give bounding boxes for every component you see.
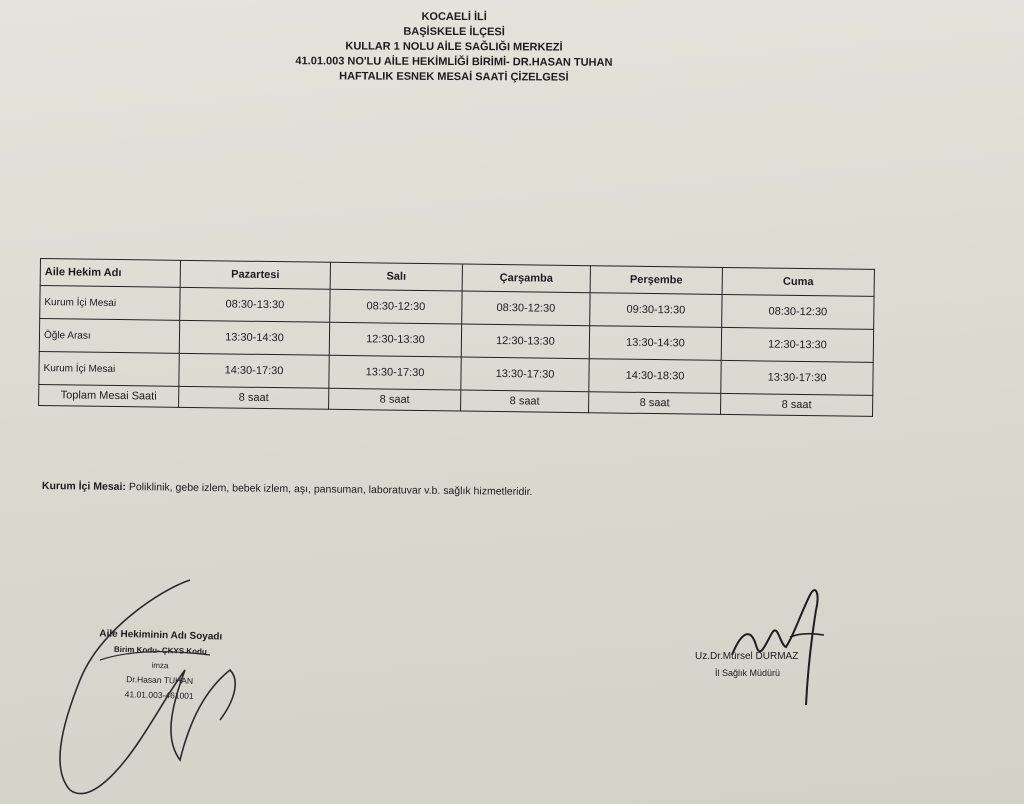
row-label: Kurum İçi Mesai (39, 351, 179, 386)
row-label: Toplam Mesai Saati (39, 384, 179, 407)
header-document-title: HAFTALIK ESNEK MESAİ SAATİ ÇİZELGESİ (339, 70, 569, 84)
row-label: Kurum İçi Mesai (40, 286, 180, 321)
time-cell: 12:30-13:30 (329, 322, 461, 357)
day-header: Çarşamba (462, 264, 590, 293)
signature-label: imza (151, 660, 169, 671)
footnote (42, 480, 533, 498)
family-physician-signature-block (69, 626, 251, 706)
director-signature-block (695, 648, 845, 682)
total-cell: 8 saat (179, 386, 329, 409)
footnote-label: Kurum İçi Mesai: (41, 480, 127, 494)
physician-code: 41.01.003-461001 (124, 689, 194, 701)
day-header: Cuma (722, 267, 874, 296)
header-unit: 41.01.003 NO'LU AİLE HEKİMLİĞİ BİRİMİ- DR.HASAN TUHAN (295, 55, 613, 69)
physician-name: Dr.Hasan TUHAN (126, 674, 194, 686)
director-role: İl Sağlık Müdürü (715, 668, 781, 678)
time-cell: 13:30-17:30 (329, 355, 461, 390)
day-header: Salı (330, 262, 462, 291)
time-cell: 13:30-17:30 (721, 360, 873, 395)
physician-title: Aile Hekiminin Adı Soyadı (99, 628, 223, 643)
header-province: KOCAELİ İLİ (421, 10, 487, 24)
time-cell: 08:30-12:30 (462, 291, 590, 326)
time-cell: 12:30-13:30 (461, 324, 589, 359)
time-cell: 13:30-14:30 (589, 326, 721, 361)
unit-code-label: Birim Kodu- ÇKYS Kodu (113, 644, 207, 657)
time-cell: 09:30-13:30 (590, 293, 722, 328)
total-cell: 8 saat (721, 393, 873, 416)
right-handwritten-signature (720, 575, 840, 715)
schedule-table (38, 258, 875, 417)
day-header: Pazartesi (180, 260, 330, 289)
header-health-center: KULLAR 1 NOLU AİLE SAĞLIĞI MERKEZİ (345, 40, 563, 54)
header-district: BAŞİSKELE İLÇESİ (403, 25, 505, 39)
document-header (0, 8, 908, 88)
time-cell: 08:30-13:30 (180, 287, 330, 322)
total-cell: 8 saat (329, 388, 461, 411)
time-cell: 08:30-12:30 (722, 294, 874, 329)
time-cell: 14:30-17:30 (179, 353, 329, 388)
corner-header: Aile Hekim Adı (40, 259, 180, 288)
total-cell: 8 saat (589, 392, 721, 415)
day-header: Perşembe (590, 266, 722, 295)
time-cell: 13:30-17:30 (461, 357, 589, 392)
footnote-text: Poliklinik, gebe izlem, bebek izlem, aşı, pansuman, laboratuvar v.b. sağlık hizmetleridir. (128, 481, 533, 498)
director-name: Uz.Dr.Mürsel DURMAZ (695, 651, 799, 662)
time-cell: 13:30-14:30 (179, 320, 329, 355)
time-cell: 08:30-12:30 (330, 289, 462, 324)
time-cell: 12:30-13:30 (721, 327, 873, 362)
schedule-table-wrapper (38, 258, 874, 417)
total-cell: 8 saat (461, 390, 589, 413)
time-cell: 14:30-18:30 (589, 359, 721, 394)
row-label: Öğle Arası (39, 319, 179, 354)
